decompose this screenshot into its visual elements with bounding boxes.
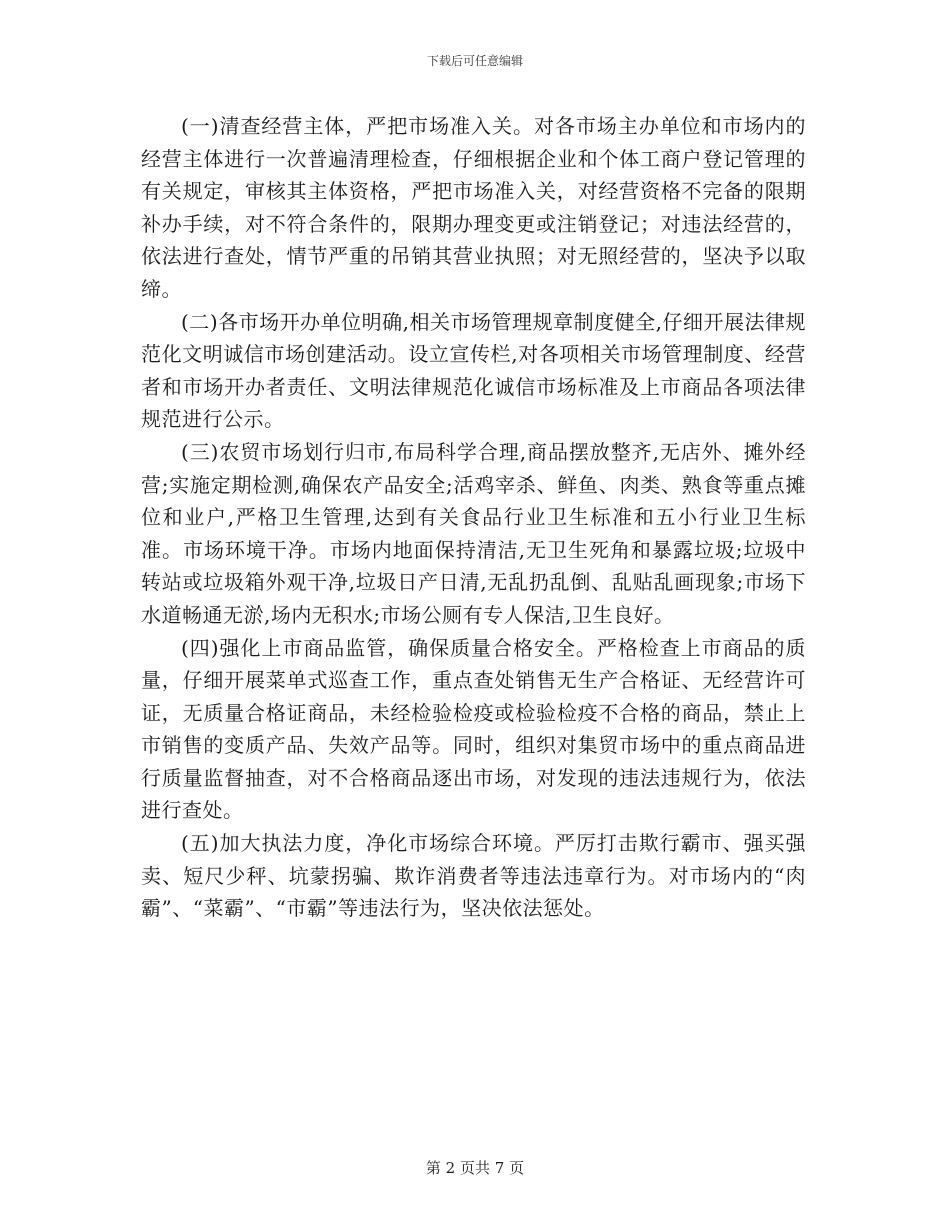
document-body bbox=[141, 110, 806, 925]
paragraph-1: (一)清查经营主体，严把市场准入关。对各市场主办单位和市场内的经营主体进行一次普遍清理检查，仔细根据企业和个体工商户登记管理的有关规定，审核其主体资格，严把市场准入关，对经营资格不完备的限期补办手续，对不符合条件的，限期办理变更或注销登记；对违法经营的，依法进行查处，情节严重的吊销其营业执照；对无照经营的，坚决予以取缔。 bbox=[141, 114, 806, 301]
paragraph-5: (五)加大执法力度，净化市场综合环境。严厉打击欺行霸市、强买强卖、短尺少秤、坑蒙拐骗、欺诈消费者等违法违章行为。对市场内的“肉霸”、“菜霸”、“市霸”等违法行为，坚决依法惩处。 bbox=[141, 831, 806, 921]
paragraph-4: (四)强化上市商品监管，确保质量合格安全。严格检查上市商品的质量，仔细开展菜单式巡查工作，重点查处销售无生产合格证、无经营许可证，无质量合格证商品，未经检验检疫或检验检疫不合格的商品，禁止上市销售的变质产品、失效产品等。同时，组织对集贸市场中的重点商品进行质量监督抽查，对不合格商品逐出市场，对发现的违法违规行为，依法进行查处。 bbox=[141, 635, 806, 823]
page-footer: 第 2 页共 7 页 bbox=[425, 1159, 525, 1177]
paragraph-2: (二)各市场开办单位明确,相关市场管理规章制度健全,仔细开展法律规范化文明诚信市场创建活动。设立宣传栏,对各项相关市场管理制度、经营者和市场开办者责任、文明法律规范化诚信市场标准及上市商品各项法律规范进行公示。 bbox=[141, 309, 806, 432]
page-header: 下载后可任意编辑 bbox=[426, 54, 523, 68]
paragraph-3: (三)农贸市场划行归市,布局科学合理,商品摆放整齐,无店外、摊外经营;实施定期检测,确保农产品安全;活鸡宰杀、鲜鱼、肉类、熟食等重点摊位和业户,严格卫生管理,达到有关食品行业卫生标准和五小行业卫生标准。市场环境干净。市场内地面保持清洁,无卫生死角和暴露垃圾;垃圾中转站或垃圾箱外观干净,垃圾日产日清,无乱扔乱倒、乱贴乱画现象;市场下水道畅通无淤,场内无积水;市场公厕有专人保洁,卫生良好。 bbox=[141, 439, 806, 627]
